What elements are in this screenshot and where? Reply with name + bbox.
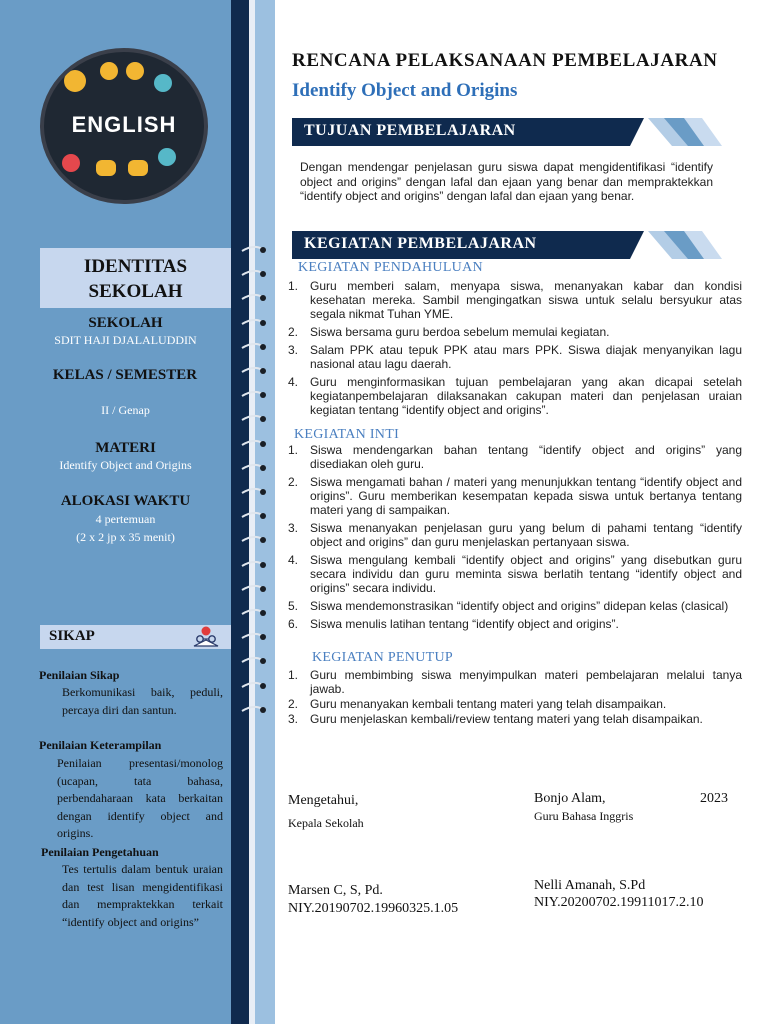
list-item-text: Guru menjelaskan kembali/review tentang materi yang telah disampaikan. [310,712,703,726]
list-item-number: 1. [288,279,299,293]
list-item-text: Siswa mendemonstrasikan “identify object and origins” didepan kelas (clasical) [310,599,729,613]
alokasi-value-2: (2 x 2 jp x 35 menit) [76,530,175,544]
gear-icon [154,74,172,92]
list-item [286,712,742,726]
binder-ring [240,269,268,279]
binder-ring [240,705,268,715]
list-item [286,375,742,417]
binder-ring [240,632,268,642]
binder-ring [240,245,268,255]
list-item-text: Guru menginformasikan tujuan pembelajaran yang akan dicapai setelah kegiatanpembelajaran dilaksanakan cakupan materi dan penjelasan uraian kegiatan tentang “identify object and origins”. [310,375,742,417]
list-item-text: Salam PPK atau tepuk PPK atau mars PPK. Siswa diajak menyanyikan lagu nasional atau lagu daerah. [310,343,742,371]
list-item [286,668,742,696]
binder-ring [240,390,268,400]
binder-ring [240,439,268,449]
list-item-number: 3. [288,343,299,357]
people-icon [126,62,144,80]
identitas-title: IDENTITAS SEKOLAH [83,256,188,302]
penutup-list [286,668,742,727]
list-item [286,343,742,371]
list-item-text: Siswa mendengarkan bahan tentang “identify object and origins” yang disediakan oleh guru. [310,443,742,471]
sikap-label: SIKAP [49,628,95,644]
list-item [286,599,742,613]
list-item-text: Siswa menanyakan penjelasan guru yang belum di pahami tentang “identify object and origins” dan guru menjelaskan pertanyaan siswa. [310,521,742,549]
binder-ring [240,535,268,545]
binder-ring [240,608,268,618]
sekolah-label: SEKOLAH [88,315,163,331]
list-item-number: 3. [288,521,299,535]
list-item-number: 3. [288,712,299,726]
reading-glasses-icon [191,626,221,648]
list-item [286,475,742,517]
logo-text: ENGLISH [71,112,177,137]
binder-ring [240,681,268,691]
list-item [286,325,742,339]
list-item-number: 2. [288,475,299,489]
binder-ring [240,342,268,352]
list-item-text: Siswa menulis latihan tentang “identify object and origins”. [310,617,619,631]
list-item [286,443,742,471]
list-item-text: Guru memberi salam, menyapa siswa, menanyakan kabar dan kondisi kesehatan mereka. Sambil mengingatkan siswa untuk selalu bersyukur atas segala nikmat Tuhan YME. [310,279,742,321]
penilaian-sikap-text: Berkomunikasi baik, peduli, percaya diri dan santun. [62,685,223,717]
sikap-bar [40,625,231,649]
list-item [286,617,742,631]
inti-label: KEGIATAN INTI [294,427,400,442]
binder-ring [240,463,268,473]
penilaian-sikap-heading: Penilaian Sikap [39,668,120,682]
list-item-number: 1. [288,443,299,457]
list-item-text: Siswa bersama guru berdoa sebelum memulai kegiatan. [310,325,610,339]
binder-ring [240,414,268,424]
speech-bubble-icon [128,160,148,176]
alokasi-label: ALOKASI WAKTU [60,493,191,509]
list-item-text: Siswa mengulang kembali “identify object and origins” yang disebutkan guru secara individu dan guru meminta siswa berlatih tentang “identify object and origins” secara individu. [310,553,742,595]
list-item-text: Siswa mengamati bahan / materi yang menunjukkan tentang “identify object and origins”. Guru memberikan kesempatan kepada siswa untuk bertanya tentang materi yang di sampaikan. [310,475,742,517]
guru-niy: NIY.20200702.19911017.2.10 [534,895,704,910]
binder-ring [240,656,268,666]
guru-title: Guru Bahasa Inggris [534,809,634,823]
list-item-number: 5. [288,599,299,613]
materi-label: MATERI [95,440,156,456]
binder-ring [240,511,268,521]
list-item-number: 6. [288,617,299,631]
sekolah-value: SDIT HAJI DJALALUDDIN [54,333,197,347]
pendahuluan-label: KEGIATAN PENDAHULUAN [298,260,483,275]
identitas-box [40,248,231,308]
people-icon [100,62,118,80]
alokasi-value-1: 4 pertemuan [95,512,156,526]
list-item [286,553,742,595]
kepala-sekolah-name: Marsen C, S, Pd. [288,883,383,898]
speech-bubble-icon [96,160,116,176]
materi-value: Identify Object and Origins [59,458,192,472]
penilaian-pengetahuan-heading: Penilaian Pengetahuan [41,845,159,859]
list-item-number: 1. [288,668,299,682]
binder-ring [240,293,268,303]
kepala-sekolah-title: Kepala Sekolah [288,816,364,830]
lightbulb-icon [64,70,86,92]
binder-ring [240,366,268,376]
list-item [286,521,742,549]
tujuan-text: Dengan mendengar penjelasan guru siswa dapat mengidentifikasi “identify object and origins” dengan lafal dan ejaan yang benar dan mempraktekkan “identify object and origins” dengan lafal dan ejaan yang benar. [300,160,713,203]
page-subtitle: Identify Object and Origins [292,80,518,101]
list-item-number: 4. [288,553,299,567]
list-item [286,697,742,711]
list-item-text: Guru membimbing siswa menyimpulkan materi pembelajaran melalui tanya jawab. [310,668,742,696]
binder-ring [240,560,268,570]
kegiatan-heading: KEGIATAN PEMBELAJARAN [304,235,537,252]
binder-ring [240,584,268,594]
heart-icon [62,154,80,172]
list-item-number: 4. [288,375,299,389]
signature-year: 2023 [700,791,728,806]
signature-place: Bonjo Alam, [534,791,606,806]
list-item-text: Guru menanyakan kembali tentang materi yang telah disampaikan. [310,697,667,711]
kelas-label: KELAS / SEMESTER [52,367,198,383]
penilaian-pengetahuan-text: Tes tertulis dalam bentuk uraian dan test lisan mengidentifikasi dan mempraktekkan terkait “identify object and origins” [62,862,223,929]
binder-rings [240,245,270,725]
kepala-sekolah-niy: NIY.20190702.19960325.1.05 [288,901,459,916]
list-item-number: 2. [288,697,299,711]
penilaian-keterampilan-heading: Penilaian Keterampilan [39,738,162,752]
list-item [286,279,742,321]
english-logo [40,48,208,204]
binder-ring [240,318,268,328]
guru-name: Nelli Amanah, S.Pd [534,878,646,893]
mengetahui-text: Mengetahui, [288,793,359,808]
pendahuluan-list [286,279,742,421]
penutup-label: KEGIATAN PENUTUP [312,650,453,665]
inti-list [286,443,742,635]
penilaian-keterampilan-text: Penilaian presentasi/monolog (ucapan, tata bahasa, perbendaharaan kata berkaitan dengan identify object and origins. [57,756,223,840]
page-title: RENCANA PELAKSANAAN PEMBELAJARAN [292,50,718,71]
tujuan-heading: TUJUAN PEMBELAJARAN [304,122,516,139]
kelas-value: II / Genap [101,403,150,417]
globe-icon [158,148,176,166]
binder-ring [240,487,268,497]
list-item-number: 2. [288,325,299,339]
